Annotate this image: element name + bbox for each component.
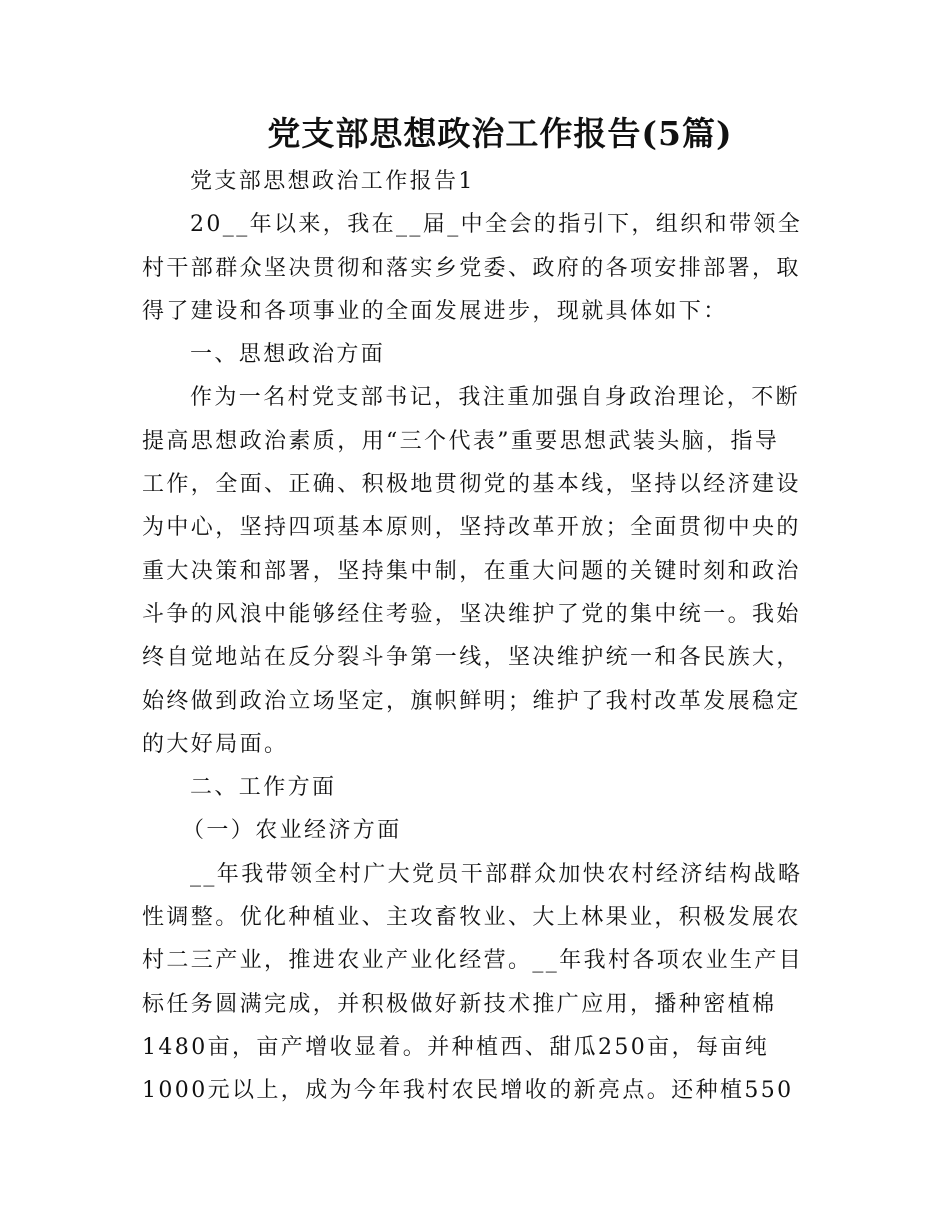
- paragraph-line: 村二三产业，推进农业产业化经营。__年我村各项农业生产目: [142, 948, 804, 974]
- paragraph-line: 20__年以来，我在__届_中全会的指引下，组织和带领全: [190, 212, 803, 238]
- paragraph-line: 为中心，坚持四项基本原则，坚持改革开放；全面贯彻中央的: [142, 515, 801, 541]
- paragraph-line: 提高思想政治素质，用“三个代表”重要思想武装头脑，指导: [142, 428, 780, 454]
- paragraph-line: 终自觉地站在反分裂斗争第一线，坚决维护统一和各民族大，: [142, 645, 801, 671]
- section-heading: 一、思想政治方面: [190, 342, 386, 368]
- paragraph-line: 标任务圆满完成，并积极做好新技术推广应用，播种密植棉: [142, 991, 777, 1017]
- paragraph-line: __年我带领全村广大党员干部群众加快农村经济结构战略: [190, 861, 803, 887]
- paragraph-line: 性调整。优化种植业、主攻畜牧业、大上林果业，积极发展农: [142, 905, 801, 931]
- paragraph-line: 重大决策和部署，坚持集中制，在重大问题的关键时刻和政治: [142, 558, 801, 584]
- paragraph-line: 的大好局面。: [142, 731, 289, 757]
- document-body: [142, 160, 812, 1113]
- section-heading: 二、工作方面: [190, 775, 337, 801]
- paragraph-line: 得了建设和各项事业的全面发展进步，现就具体如下：: [142, 298, 728, 324]
- paragraph-line: 1000元以上，成为今年我村农民增收的新亮点。还种植550: [142, 1078, 794, 1104]
- paragraph-line: 始终做到政治立场坚定，旗帜鲜明；维护了我村改革发展稳定: [142, 688, 801, 714]
- paragraph-line: 斗争的风浪中能够经住考验，坚决维护了党的集中统一。我始: [142, 601, 801, 627]
- paragraph-line: 1480亩，亩产增收显着。并种植西、甜瓜250亩，每亩纯: [142, 1034, 770, 1060]
- paragraph-line: 村干部群众坚决贯彻和落实乡党委、政府的各项安排部署，取: [142, 255, 801, 281]
- subsection-heading: （一）农业经济方面: [182, 818, 402, 844]
- section-subtitle: 党支部思想政治工作报告1: [190, 169, 475, 194]
- paragraph-line: 工作，全面、正确、积极地贯彻党的基本线，坚持以经济建设: [142, 472, 801, 498]
- document-title: 党支部思想政治工作报告(5篇): [267, 114, 733, 153]
- paragraph-line: 作为一名村党支部书记，我注重加强自身政治理论，不断: [190, 385, 801, 411]
